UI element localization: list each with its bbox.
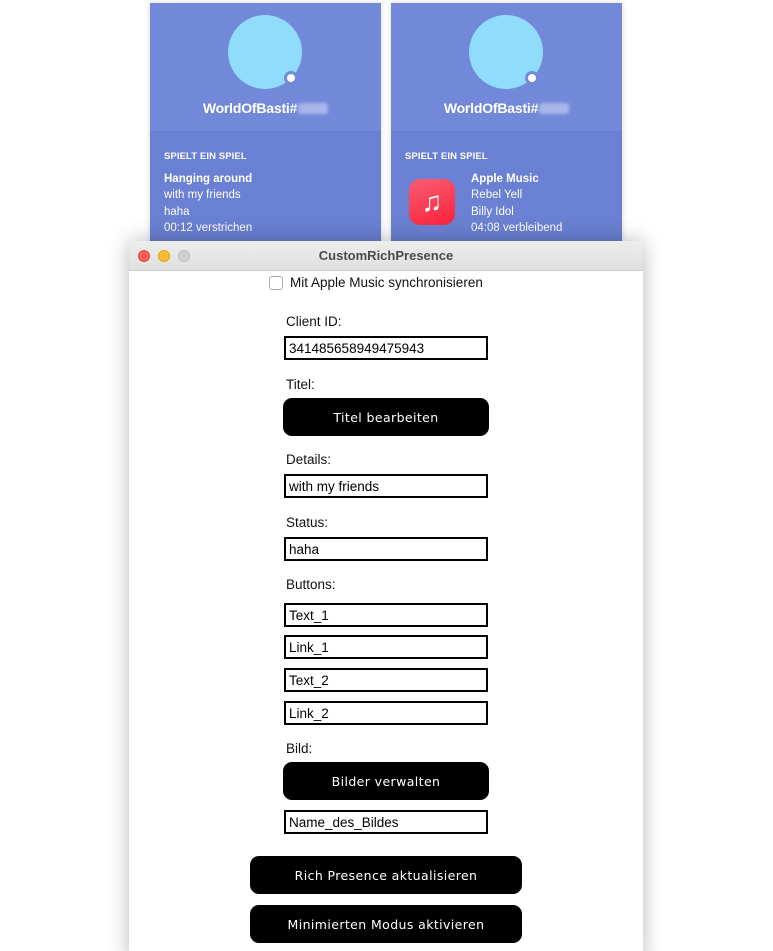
apple-music-sync-row[interactable] [269,275,483,290]
activity-details: Rebel Yell [471,189,523,202]
card-header [150,3,381,131]
client-id-label: Client ID: [286,314,342,329]
activity-time: 04:08 verbleibend [471,222,563,235]
activity-name: Hanging around [164,173,253,185]
discord-profile-card-music [391,3,622,248]
activity-text [471,171,562,237]
username: WorldOfBasti# [150,100,381,116]
activity-name: Apple Music [471,173,539,185]
details-field[interactable] [284,474,488,498]
status-label: Status: [286,515,329,530]
username: WorldOfBasti# [391,100,622,116]
status-field[interactable] [284,537,488,561]
redacted-discriminator [298,103,328,114]
activity-section [150,131,381,248]
apple-music-sync-checkbox[interactable] [269,276,283,290]
activity-section-title: SPIELT EIN SPIEL [405,151,488,162]
title-label: Titel: [286,377,315,392]
apple-music-sync-label[interactable]: Mit Apple Music synchronisieren [290,275,483,290]
manage-images-button[interactable]: Bilder verwalten [283,762,489,800]
discord-profile-card [150,3,381,248]
card-header [391,3,622,131]
image-name-field[interactable] [284,810,488,834]
image-label: Bild: [286,741,313,756]
activity-details: with my friends [164,189,241,202]
title-bar[interactable] [129,241,643,271]
activity-state: Billy Idol [471,205,514,218]
activity-text [164,171,252,237]
button-2-link-field[interactable] [284,701,488,725]
button-1-link-field[interactable] [284,635,488,659]
activity-section-title: SPIELT EIN SPIEL [164,151,247,162]
status-indicator [284,71,298,85]
window-title: CustomRichPresence [318,248,454,263]
edit-title-button[interactable]: Titel bearbeiten [283,398,489,436]
button-2-text-field[interactable] [284,668,488,692]
status-indicator [525,71,539,85]
activity-section [391,131,622,248]
redacted-discriminator [539,103,569,114]
enable-minimized-mode-button[interactable]: Minimierten Modus aktivieren [250,905,522,943]
client-id-field[interactable] [284,336,488,360]
apple-music-icon: ♫ [409,179,455,225]
app-window [129,241,643,951]
update-rich-presence-button[interactable]: Rich Presence aktualisieren [250,856,522,894]
details-label: Details: [286,452,332,467]
button-1-text-field[interactable] [284,603,488,627]
buttons-label: Buttons: [286,577,336,592]
activity-time: 00:12 verstrichen [164,222,253,235]
activity-state: haha [164,205,190,218]
